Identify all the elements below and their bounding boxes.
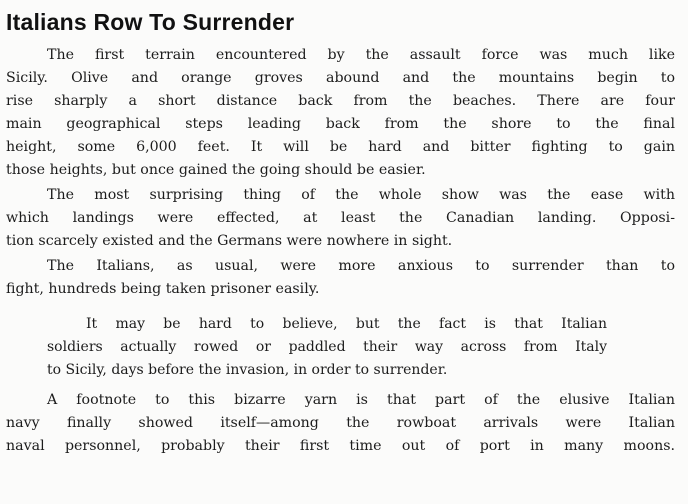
quote-line: It may be hard to believe, but the fact is that Italian xyxy=(86,316,607,332)
paragraph-3 xyxy=(0,255,688,301)
text-line: navy finally showed itself—among the rowboat arrivals were Italian xyxy=(6,415,675,431)
text-line: rise sharply a short distance back from the beaches. There are four xyxy=(6,93,675,109)
quote-line: to Sicily, days before the invasion, in order to surrender. xyxy=(47,362,448,378)
article-body xyxy=(0,44,688,458)
quote-line: soldiers actually rowed or paddled their way across from Italy xyxy=(47,339,607,355)
text-line: which landings were effected, at least the Canadian landing. Opposi- xyxy=(6,210,675,226)
text-line: tion scarcely existed and the Germans were nowhere in sight. xyxy=(6,233,453,249)
text-line: main geographical steps leading back from the shore to the final xyxy=(6,116,675,132)
text-line: A footnote to this bizarre yarn is that part of the elusive Italian xyxy=(47,392,675,408)
text-line: those heights, but once gained the going should be easier. xyxy=(6,162,426,178)
text-line: naval personnel, probably their first time out of port in many moons. xyxy=(6,438,675,454)
paragraph-5 xyxy=(0,389,688,458)
paragraph-2 xyxy=(0,184,688,253)
text-line: height, some 6,000 feet. It will be hard and bitter fighting to gain xyxy=(6,139,675,155)
text-line: The Italians, as usual, were more anxious to surrender than to xyxy=(47,258,675,274)
paragraph-1 xyxy=(0,44,688,182)
pull-quote xyxy=(0,313,688,382)
text-line: fight, hundreds being taken prisoner easily. xyxy=(6,281,320,297)
text-line: The most surprising thing of the whole show was the ease with xyxy=(47,187,675,203)
headline: Italians Row To Surrender xyxy=(6,9,295,35)
text-line: The first terrain encountered by the assault force was much like xyxy=(47,47,675,63)
text-line: Sicily. Olive and orange groves abound and the mountains begin to xyxy=(6,70,675,86)
